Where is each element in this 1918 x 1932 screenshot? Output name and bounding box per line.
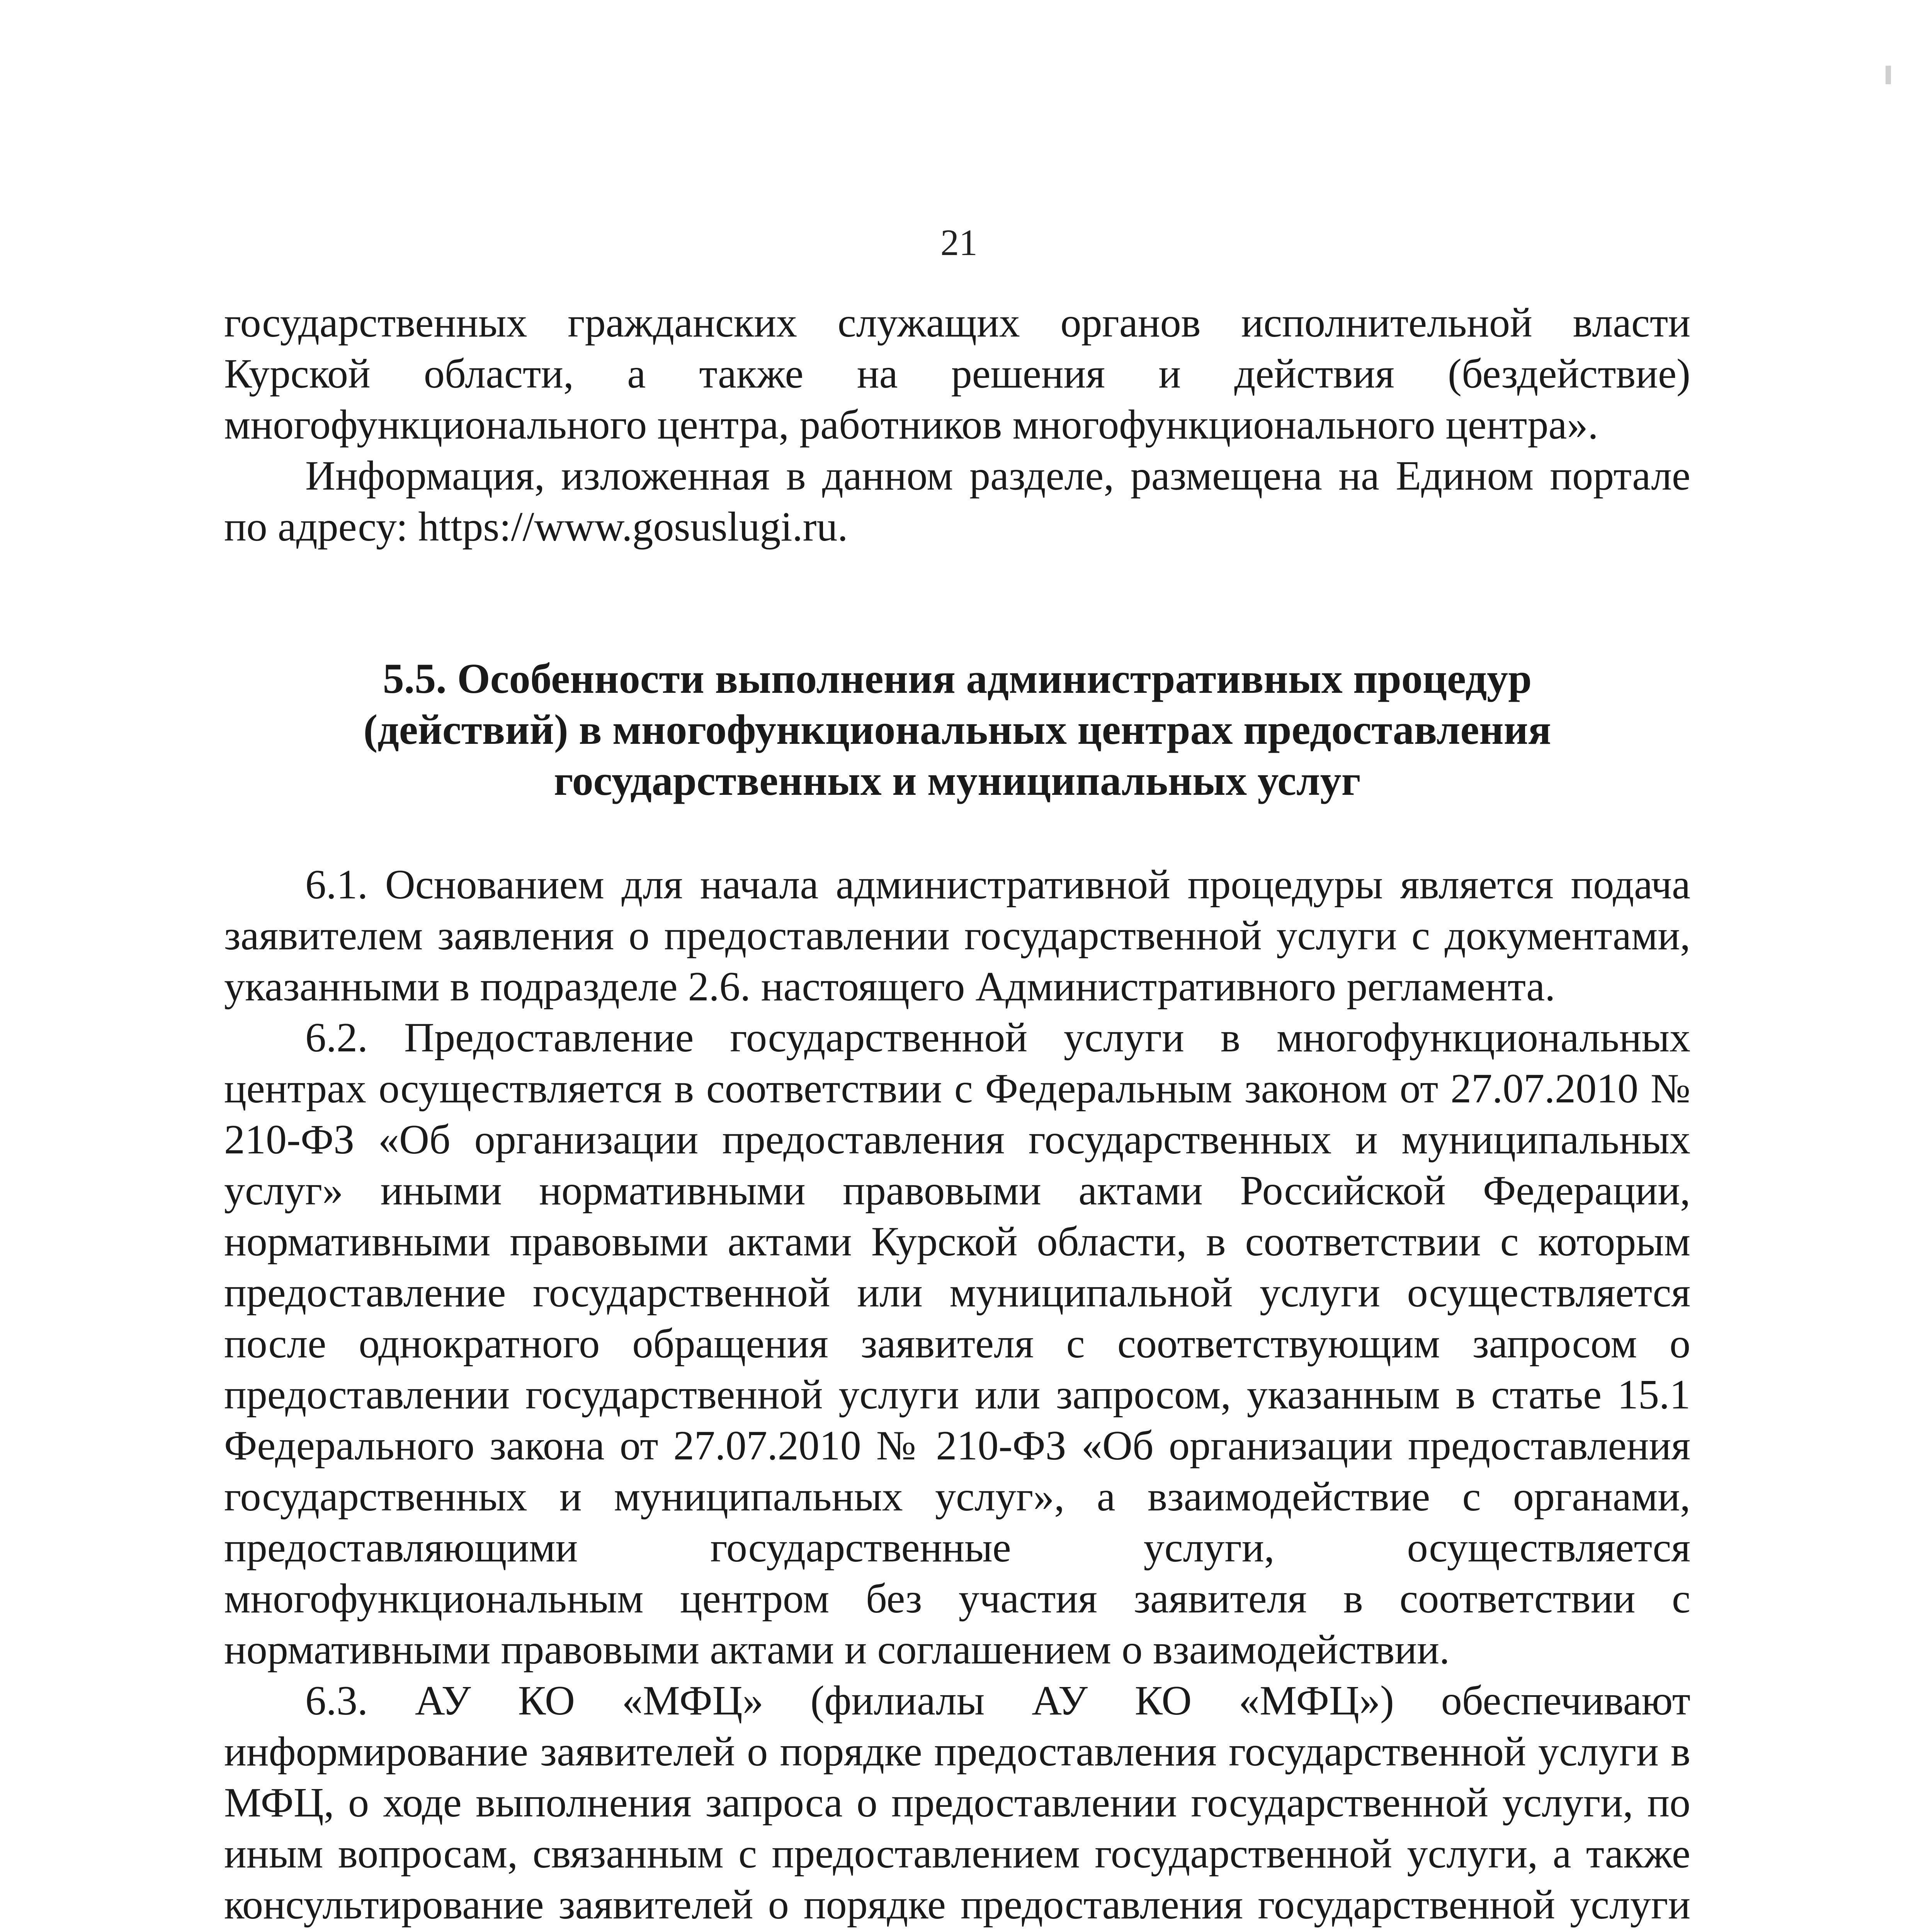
- section-heading-line-3: государственных и муниципальных услуг: [554, 757, 1361, 804]
- paragraph-6-2: 6.2. Предоставление государственной услуги в многофункциональных центрах осуществляется в соответствии с Федеральным законом от 27.07.2010 № 210-ФЗ «Об организации предоставления государственных и муниципальных услуг» иными нормативными правовыми актами Российской Федерации, нормативными правовыми актами Курской области, в соответствии с которым предоставление государственной или муниципальной услуги осуществляется после однократного обращения заявителя с соответствующим запросом о предоставлении государственной услуги или запросом, указанным в статье 15.1 Федерального закона от 27.07.2010 № 210-ФЗ «Об организации предоставления государственных и муниципальных услуг», а взаимодействие с органами, предоставляющими государственные услуги, осуществляется многофункциональным центром без участия заявителя в соответствии с нормативными правовыми актами и соглашением о взаимодействии.: [224, 1015, 1690, 1673]
- paragraph-6-3: 6.3. АУ КО «МФЦ» (филиалы АУ КО «МФЦ») обеспечивают информирование заявителей о порядке предоставления государственной услуги в МФЦ, о ходе выполнения запроса о предоставлении государственной услуги, по иным вопросам, связанным с предоставлением государственной услуги, а также консультирование заявителей о порядке предоставления государственной услуги: [224, 1678, 1690, 1928]
- section-heading-line-1: 5.5. Особенности выполнения административных процедур: [383, 655, 1532, 702]
- section-heading-line-2: (действий) в многофункциональных центрах предоставления: [363, 706, 1551, 753]
- heading-gap: [224, 806, 1690, 859]
- paragraph-6-1: 6.1. Основанием для начала административной процедуры является подача заявителем заявления о предоставлении государственной услуги с документами, указанными в подразделе 2.6. настоящего Административного регламента.: [224, 862, 1690, 1010]
- section-heading: [224, 653, 1690, 806]
- scan-artifact: [1886, 66, 1891, 84]
- paragraph-continuation: государственных гражданских служащих органов исполнительной власти Курской области, а также на решения и действия (бездействие) многофункционального центра, работников многофункционального центра».: [224, 300, 1690, 448]
- page-content: [224, 298, 1690, 1932]
- paragraph-info: Информация, изложенная в данном разделе, размещена на Едином портале по адресу: https://www.gosuslugi.ru.: [224, 453, 1690, 550]
- page-number: 21: [940, 222, 978, 263]
- section-gap: [224, 553, 1690, 653]
